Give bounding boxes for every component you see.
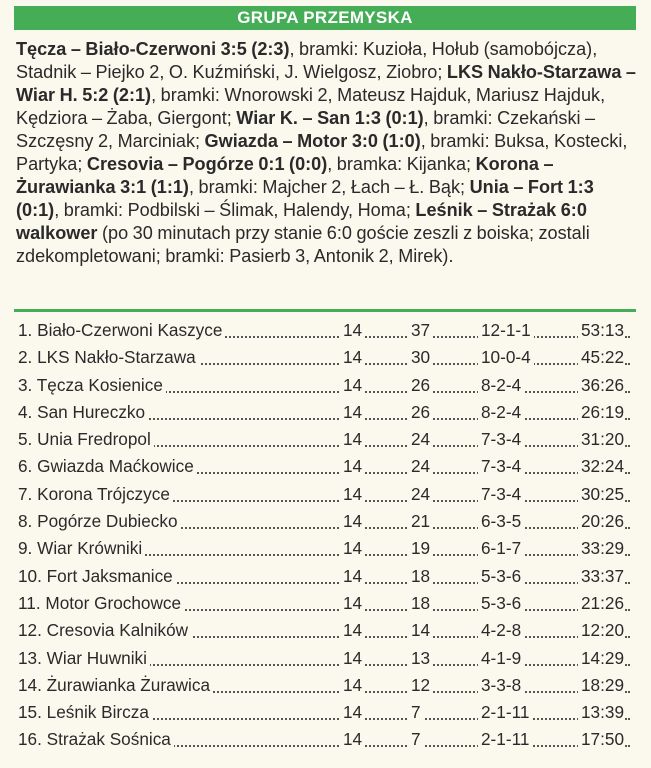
- match-score: Cresovia – Pogórze 0:1 (0:0): [86, 154, 328, 174]
- matches-played: 14: [340, 617, 365, 644]
- points: 24: [408, 481, 433, 508]
- team-name: 2. LKS Nakło-Starzawa: [18, 344, 199, 371]
- matches-played: 14: [340, 508, 365, 535]
- table-row: [18, 535, 638, 562]
- goal-ratio: 20:26: [578, 508, 624, 535]
- goal-ratio: 21:26: [578, 590, 624, 617]
- win-draw-loss: 7-3-4: [478, 481, 524, 508]
- table-row: [18, 699, 638, 726]
- section-divider: [14, 309, 636, 312]
- win-draw-loss: 10-0-4: [478, 344, 534, 371]
- table-row: [18, 590, 638, 617]
- table-row: [18, 481, 638, 508]
- matches-played: 14: [340, 344, 365, 371]
- goal-ratio: 36:26: [578, 372, 624, 399]
- table-row: [18, 672, 638, 699]
- points: 18: [408, 563, 433, 590]
- win-draw-loss: 3-3-8: [478, 672, 524, 699]
- points: 7: [408, 699, 424, 726]
- goal-ratio: 33:29: [578, 535, 624, 562]
- matches-played: 14: [340, 426, 365, 453]
- matches-played: 14: [340, 699, 365, 726]
- match-scorers: , bramki: Czekański – Szczęsny 2, Marciniak;: [16, 108, 596, 151]
- matches-played: 14: [340, 372, 365, 399]
- table-row: [18, 617, 638, 644]
- win-draw-loss: 12-1-1: [478, 317, 534, 344]
- matches-played: 14: [340, 590, 365, 617]
- team-name: 8. Pogórze Dubiecko: [18, 508, 181, 535]
- goal-ratio: 14:29: [578, 645, 624, 672]
- match-score: LKS Nakło-Starzawa – Wiar H. 5:2 (2:1): [16, 62, 636, 105]
- points: 30: [408, 344, 433, 371]
- team-name: 9. Wiar Krówniki: [18, 535, 145, 562]
- match-scorers: , bramki: Podbilski – Ślimak, Halendy, Homa;: [54, 200, 416, 220]
- win-draw-loss: 6-1-7: [478, 535, 524, 562]
- table-row: [18, 645, 638, 672]
- points: 37: [408, 317, 433, 344]
- table-row: [18, 508, 638, 535]
- team-name: 15. Leśnik Bircza: [18, 699, 152, 726]
- goal-ratio: 45:22: [578, 344, 624, 371]
- win-draw-loss: 8-2-4: [478, 372, 524, 399]
- match-score: Korona – Żurawianka 3:1 (1:1): [16, 154, 554, 197]
- goal-ratio: 30:25: [578, 481, 624, 508]
- team-name: 13. Wiar Huwniki: [18, 645, 150, 672]
- table-row: [18, 453, 638, 480]
- goal-ratio: 31:20: [578, 426, 624, 453]
- match-scorers: , bramki: Buksa, Kostecki, Partyka;: [16, 131, 628, 174]
- matches-played: 14: [340, 563, 365, 590]
- match-scorers: , bramki: Wnorowski 2, Mateusz Hajduk, Mariusz Hajduk, Kędziora – Żaba, Giergont;: [16, 85, 606, 128]
- table-row: [18, 344, 638, 371]
- team-name: 16. Strażak Sośnica: [18, 726, 174, 753]
- table-row: [18, 399, 638, 426]
- match-score: Unia – Fort 1:3 (0:1): [16, 177, 594, 220]
- team-name: 6. Gwiazda Maćkowice: [18, 453, 197, 480]
- match-results-paragraph: [16, 38, 638, 268]
- goal-ratio: 17:50: [578, 726, 624, 753]
- win-draw-loss: 5-3-6: [478, 563, 524, 590]
- goal-ratio: 12:20: [578, 617, 624, 644]
- matches-played: 14: [340, 317, 365, 344]
- team-name: 3. Tęcza Kosienice: [18, 372, 166, 399]
- points: 13: [408, 645, 433, 672]
- table-row: [18, 726, 638, 753]
- points: 26: [408, 399, 433, 426]
- matches-played: 14: [340, 645, 365, 672]
- table-row: [18, 317, 638, 344]
- win-draw-loss: 4-2-8: [478, 617, 524, 644]
- team-name: 12. Cresovia Kalników: [18, 617, 191, 644]
- matches-played: 14: [340, 726, 365, 753]
- goal-ratio: 53:13: [578, 317, 624, 344]
- matches-played: 14: [340, 535, 365, 562]
- win-draw-loss: 4-1-9: [478, 645, 524, 672]
- win-draw-loss: 7-3-4: [478, 426, 524, 453]
- matches-played: 14: [340, 399, 365, 426]
- section-header: GRUPA PRZEMYSKA: [14, 6, 636, 30]
- team-name: 5. Unia Fredropol: [18, 426, 154, 453]
- match-score: Leśnik – Strażak 6:0 walkower: [16, 200, 587, 243]
- points: 26: [408, 372, 433, 399]
- table-row: [18, 563, 638, 590]
- matches-played: 14: [340, 481, 365, 508]
- points: 21: [408, 508, 433, 535]
- win-draw-loss: 6-3-5: [478, 508, 524, 535]
- team-name: 10. Fort Jaksmanice: [18, 563, 176, 590]
- points: 19: [408, 535, 433, 562]
- team-name: 14. Żurawianka Żurawica: [18, 672, 213, 699]
- points: 7: [408, 726, 424, 753]
- win-draw-loss: 7-3-4: [478, 453, 524, 480]
- goal-ratio: 18:29: [578, 672, 624, 699]
- match-score: Gwiazda – Motor 3:0 (1:0): [204, 131, 421, 151]
- matches-played: 14: [340, 672, 365, 699]
- goal-ratio: 26:19: [578, 399, 624, 426]
- table-row: [18, 372, 638, 399]
- points: 12: [408, 672, 433, 699]
- team-name: 4. San Hureczko: [18, 399, 148, 426]
- win-draw-loss: 2-1-11: [478, 726, 532, 753]
- win-draw-loss: 8-2-4: [478, 399, 524, 426]
- match-scorers: (po 30 minutach przy stanie 6:0 goście zeszli z boiska; zostali zdekompletowani; bramki: Pasierb 3, Antonik 2, Mirek).: [16, 223, 590, 266]
- match-scorers: , bramka: Kijanka;: [327, 154, 476, 174]
- win-draw-loss: 2-1-11: [478, 699, 532, 726]
- points: 24: [408, 426, 433, 453]
- team-name: 11. Motor Grochowce: [18, 590, 184, 617]
- match-score: Wiar K. – San 1:3 (0:1): [236, 108, 424, 128]
- matches-played: 14: [340, 453, 365, 480]
- points: 18: [408, 590, 433, 617]
- goal-ratio: 32:24: [578, 453, 624, 480]
- match-scorers: , bramki: Majcher 2, Łach – Ł. Bąk;: [188, 177, 470, 197]
- table-row: [18, 426, 638, 453]
- team-name: 7. Korona Trójczyce: [18, 481, 173, 508]
- match-score: Tęcza – Biało-Czerwoni 3:5 (2:3): [16, 39, 290, 59]
- goal-ratio: 33:37: [578, 563, 624, 590]
- points: 24: [408, 453, 433, 480]
- team-name: 1. Biało-Czerwoni Kaszyce: [18, 317, 225, 344]
- win-draw-loss: 5-3-6: [478, 590, 524, 617]
- standings-table: [18, 317, 638, 754]
- points: 14: [408, 617, 433, 644]
- goal-ratio: 13:39: [578, 699, 624, 726]
- match-scorers: , bramki: Kuzioła, Hołub (samobójcza), Stadnik – Piejko 2, O. Kuźmiński, J. Wielgosz, Ziobro;: [16, 39, 598, 82]
